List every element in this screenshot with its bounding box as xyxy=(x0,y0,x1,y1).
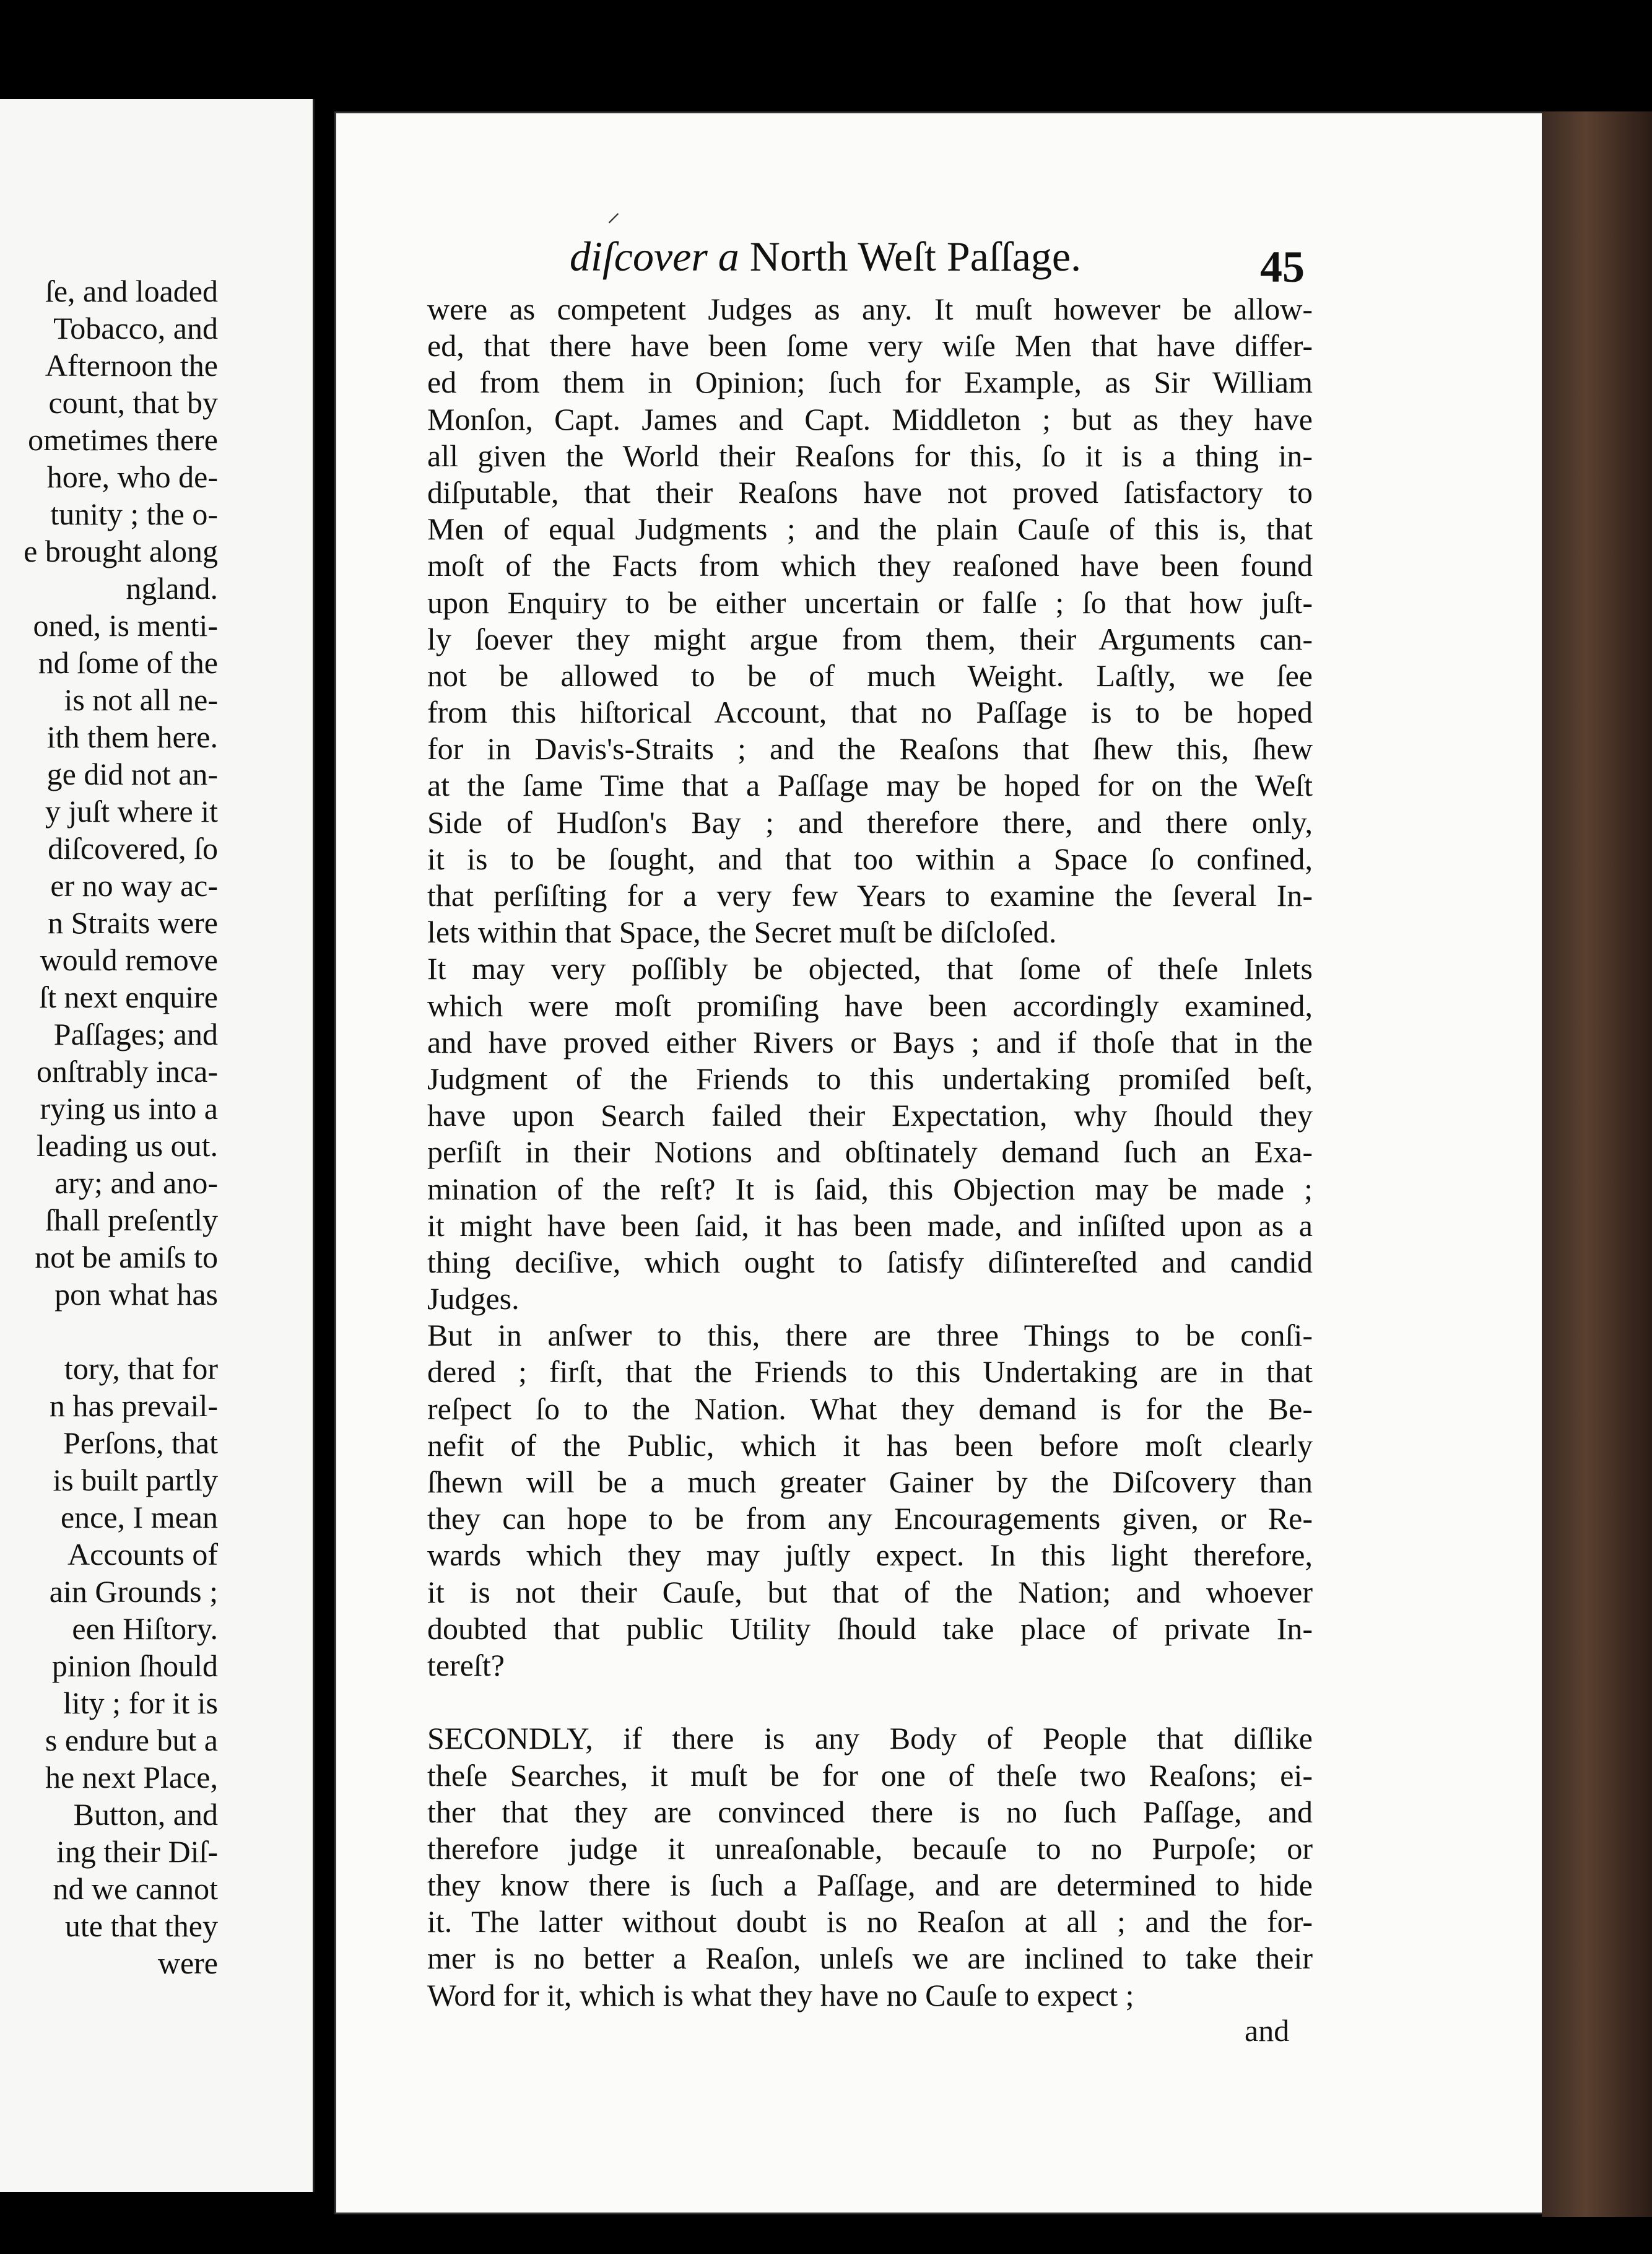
body-text-line: it might have been ſaid, it has been made, and inſiſted upon as a xyxy=(427,1208,1313,1243)
left-text-line: ing their Diſ- xyxy=(56,1834,218,1869)
left-text-line: pon what has xyxy=(54,1277,218,1312)
left-text-line: ith them here. xyxy=(46,720,218,754)
body-text-line: Judgment of the Friends to this undertaking promiſed beſt, xyxy=(427,1061,1313,1096)
body-text-line: ed, that there have been ſome very wiſe Men that have differ- xyxy=(427,328,1313,363)
left-text-line: n Straits were xyxy=(48,905,218,940)
body-text-line: doubted that public Utility ſhould take place of private In- xyxy=(427,1611,1313,1646)
left-text-line: n has prevail- xyxy=(49,1388,218,1423)
left-text-line: Perſons, that xyxy=(63,1425,218,1460)
body-text-line: therefore judge it unreaſonable, becauſe to no Purpoſe; or xyxy=(427,1830,1313,1866)
left-text-line: would remove xyxy=(40,942,218,977)
body-text xyxy=(427,291,1313,2014)
left-text-line: he next Place, xyxy=(45,1760,218,1795)
left-text-line: oned, is menti- xyxy=(33,608,218,643)
body-text-line: nefit of the Public, which it has been before moſt clearly xyxy=(427,1427,1313,1463)
left-text-line: Accounts of xyxy=(67,1537,218,1572)
left-text-line: s endure but a xyxy=(45,1723,218,1757)
body-text-line: and have proved either Rivers or Bays ; and if thoſe that in the xyxy=(427,1024,1313,1060)
left-text-line: tunity ; the o- xyxy=(50,497,218,531)
body-text-line: tereſt? xyxy=(427,1647,505,1682)
left-text-line: count, that by xyxy=(48,385,218,420)
left-text-line: ute that they xyxy=(64,1908,218,1943)
body-text-line: moſt of the Facts from which they reaſoned have been found xyxy=(427,548,1313,583)
body-text-line: upon Enquiry to be either uncertain or falſe ; ſo that how juſt- xyxy=(427,585,1313,620)
left-text-line: leading us out. xyxy=(36,1128,218,1163)
page-number: 45 xyxy=(1260,242,1305,292)
body-text-line: were as competent Judges as any. It muſt however be allow- xyxy=(427,292,1313,326)
body-text-line: mination of the reſt? It is ſaid, this Objection may be made ; xyxy=(427,1171,1313,1206)
body-text-line: all given the World their Reaſons for this, ſo it is a thing in- xyxy=(427,438,1313,473)
body-text-line: Side of Hudſon's Bay ; and therefore there, and there only, xyxy=(427,804,1313,840)
left-text-line: ſhall preſently xyxy=(45,1203,218,1237)
left-text-line: not be amiſs to xyxy=(35,1240,218,1274)
body-text-line: Monſon, Capt. James and Capt. Middleton ; but as they have xyxy=(427,401,1313,437)
left-text-line: tory, that for xyxy=(64,1351,218,1386)
ink-mark: ⸝ xyxy=(607,197,620,227)
body-text-line: from this hiſtorical Account, that no Paſſage is to be hoped xyxy=(427,695,1313,730)
body-text-line: for in Davis's-Straits ; and the Reaſons that ſhew this, ſhew xyxy=(427,731,1313,767)
body-text-line: diſputable, that their Reaſons have not proved ſatisfactory to xyxy=(427,474,1313,510)
body-text-line: ly ſoever they might argue from them, their Arguments can- xyxy=(427,621,1313,656)
body-text-line: it is to be ſought, and that too within a Space ſo confined, xyxy=(427,841,1313,876)
left-text-line: rying us into a xyxy=(40,1091,218,1126)
body-text-line: it is not their Cauſe, but that of the Nation; and whoever xyxy=(427,1574,1313,1609)
left-page xyxy=(0,99,315,2192)
body-text-line: they know there is ſuch a Paſſage, and are determined to hide xyxy=(427,1868,1313,1903)
left-text-line: er no way ac- xyxy=(50,868,218,903)
left-text-line: e brought along xyxy=(24,534,218,568)
body-text-line: wards which they may juſtly expect. In this light therefore, xyxy=(427,1538,1313,1573)
running-head-italic: diſcover a xyxy=(570,233,739,280)
body-text-line: ſhewn will be a much greater Gainer by the Diſcovery than xyxy=(427,1464,1313,1499)
book-spine xyxy=(1542,111,1652,2217)
body-text-line: they can hope to be from any Encouragements given, or Re- xyxy=(427,1501,1313,1536)
body-text-line: that perſiſting for a very few Years to examine the ſeveral In- xyxy=(427,878,1313,913)
body-text-line: dered ; firſt, that the Friends to this Undertaking are in that xyxy=(427,1354,1313,1390)
body-text-line: Judges. xyxy=(427,1281,520,1316)
left-text-line: ge did not an- xyxy=(46,757,218,791)
body-text-line: Word for it, which is what they have no Cauſe to expect ; xyxy=(427,1977,1134,2012)
body-text-line: SECONDLY, if there is any Body of People that diſlike xyxy=(427,1721,1313,1756)
left-text-line: een Hiſtory. xyxy=(72,1611,218,1646)
left-text-line: onſtrably inca- xyxy=(37,1054,218,1089)
body-text-line: have upon Search failed their Expectation, why ſhould they xyxy=(427,1098,1313,1133)
body-text-line: not be allowed to be of much Weight. Laſtly, we ſee xyxy=(427,658,1313,693)
left-text-line: y juſt where it xyxy=(45,794,218,829)
left-text-line xyxy=(0,1313,218,1350)
left-text-line: ain Grounds ; xyxy=(49,1574,218,1609)
body-text-line: which were moſt promiſing have been accordingly examined, xyxy=(427,988,1313,1023)
left-page-text xyxy=(0,272,218,1982)
left-text-line: ſt next enquire xyxy=(39,980,218,1014)
left-text-line: ary; and ano- xyxy=(54,1165,218,1200)
left-text-line: is not all ne- xyxy=(64,682,218,717)
left-text-line: Afternoon the xyxy=(45,348,218,383)
left-text-line: nd we cannot xyxy=(53,1871,218,1906)
body-text-line: Men of equal Judgments ; and the plain Cauſe of this is, that xyxy=(427,511,1313,547)
running-head xyxy=(570,232,1081,281)
left-text-line: lity ; for it is xyxy=(63,1686,218,1720)
left-text-line: is built partly xyxy=(53,1463,218,1497)
left-text-line: were xyxy=(157,1946,218,1980)
left-text-line: ngland. xyxy=(126,571,218,606)
body-text-line: perſiſt in their Notions and obſtinately demand ſuch an Exa- xyxy=(427,1134,1313,1170)
running-head-roman: North Weſt Paſſage. xyxy=(749,233,1082,280)
body-text-line: at the ſame Time that a Paſſage may be hoped for on the Weſt xyxy=(427,768,1313,803)
body-text-line: lets within that Space, the Secret muſt be diſcloſed. xyxy=(427,915,1057,950)
left-text-line: ſe, and loaded xyxy=(45,274,218,308)
body-text-line: ther that they are convinced there is no ſuch Paſſage, and xyxy=(427,1794,1313,1829)
left-text-line: hore, who de- xyxy=(46,459,218,494)
left-text-line: ometimes there xyxy=(28,422,218,457)
body-text-line xyxy=(427,1684,1313,1720)
body-text-line: reſpect ſo to the Nation. What they demand is for the Be- xyxy=(427,1391,1313,1426)
body-text-line: But in anſwer to this, there are three Things to be conſi- xyxy=(427,1318,1313,1353)
left-text-line: Button, and xyxy=(73,1797,218,1832)
body-text-line: it. The latter without doubt is no Reaſon at all ; and the for- xyxy=(427,1904,1313,1939)
catchword: and xyxy=(1245,2013,1290,2048)
left-text-line: Tobacco, and xyxy=(53,311,218,346)
body-text-line: It may very poſſibly be objected, that ſome of theſe Inlets xyxy=(427,951,1313,986)
left-text-line: nd ſome of the xyxy=(38,645,218,680)
left-text-line: pinion ſhould xyxy=(51,1648,218,1683)
body-text-line: mer is no better a Reaſon, unleſs we are inclined to take their xyxy=(427,1941,1313,1976)
body-text-line: ed from them in Opinion; ſuch for Example, as Sir William xyxy=(427,365,1313,400)
body-text-line: thing deciſive, which ought to ſatisfy diſintereſted and candid xyxy=(427,1244,1313,1279)
left-text-line: Paſſages; and xyxy=(53,1017,218,1051)
left-text-line: ence, I mean xyxy=(60,1500,218,1534)
left-text-line: diſcovered, ſo xyxy=(48,831,218,866)
body-text-line: theſe Searches, it muſt be for one of theſe two Reaſons; ei- xyxy=(427,1757,1313,1793)
